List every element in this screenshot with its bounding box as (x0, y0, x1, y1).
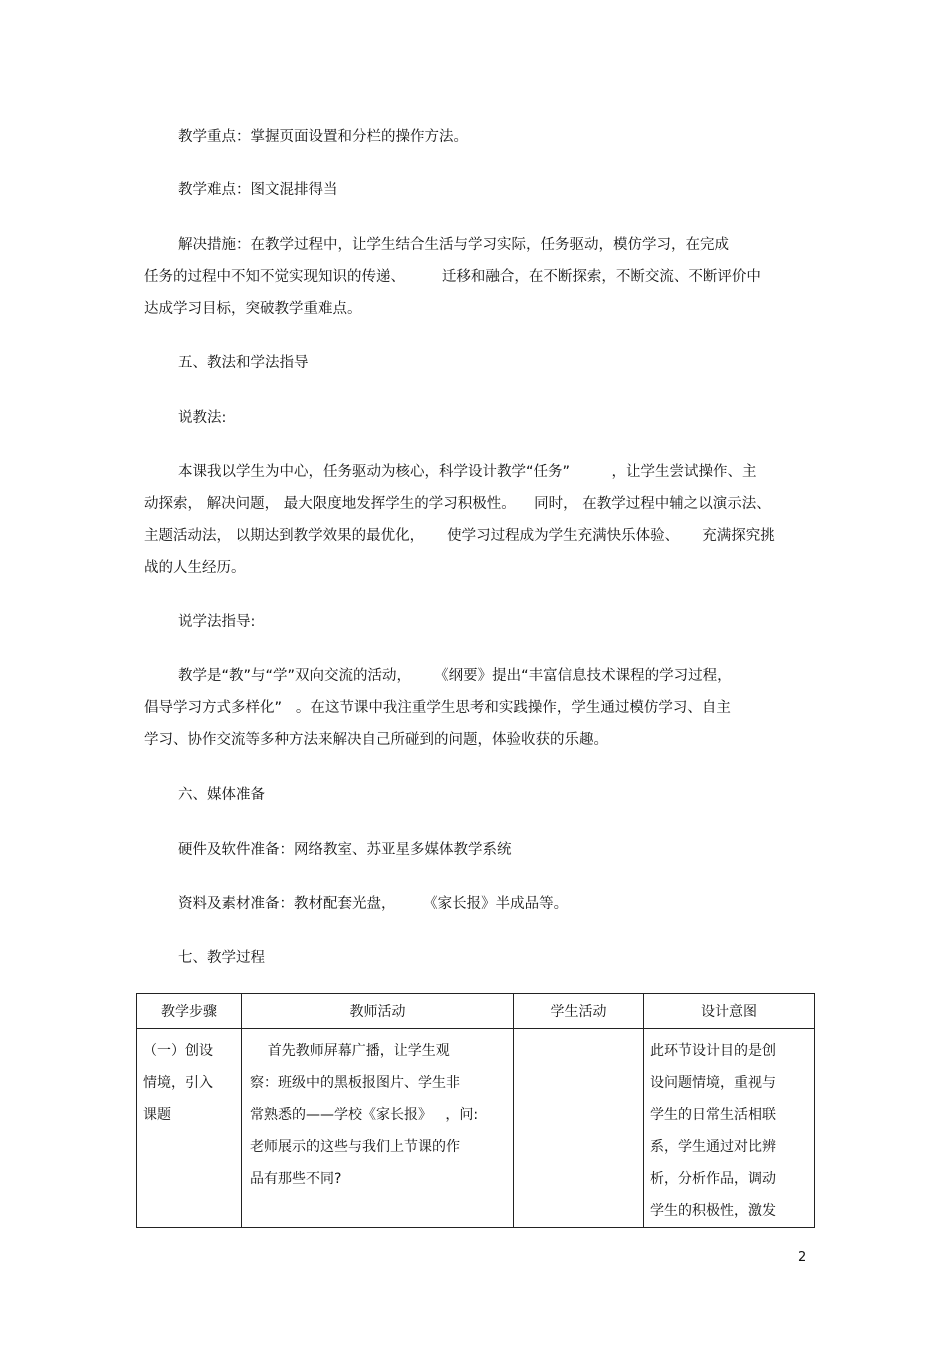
design-line: 学生的日常生活相联 (650, 1107, 776, 1123)
teacher-line: 首先教师屏幕广播，让学生观 (250, 1043, 450, 1059)
key-point-paragraph: 教学重点：掌握页面设置和分栏的操作方法。 (178, 129, 468, 145)
teaching-method-line-1: 本课我以学生为中心，任务驱动为核心，科学设计教学“任务” ，让学生尝试操作、主 (178, 464, 757, 480)
hardware-paragraph: 硬件及软件准备：网络教室、苏亚星多媒体教学系统 (178, 842, 512, 858)
page-number: 2 (798, 1250, 807, 1265)
teacher-line: 常熟悉的——学校《家长报》 ，问: (250, 1107, 479, 1123)
teacher-activity-cell (242, 1029, 514, 1228)
table-header-row (137, 994, 815, 1029)
measures-line-3: 达成学习目标，突破教学重难点。 (144, 301, 362, 317)
design-intent-cell (644, 1029, 815, 1228)
design-line: 析，分析作品，调动 (650, 1171, 776, 1187)
design-line: 系，学生通过对比辨 (650, 1139, 776, 1155)
design-line: 设问题情境，重视与 (650, 1075, 776, 1091)
learning-method-line-3: 学习、协作交流等多种方法来解决自己所碰到的问题，体验收获的乐趣。 (144, 732, 608, 748)
header-student-activity: 学生活动 (514, 994, 644, 1029)
teaching-method-line-2: 动探索， 解决问题， 最大限度地发挥学生的学习积极性。 同时， 在教学过程中辅之以演示法、 (144, 496, 771, 512)
measures-line-1: 解决措施：在教学过程中，让学生结合生活与学习实际，任务驱动，模仿学习，在完成 (178, 237, 729, 253)
learning-method-label: 说学法指导: (178, 614, 256, 630)
learning-method-line-1: 教学是“教”与“学”双向交流的活动， 《纲要》提出“丰富信息技术课程的学习过程， (178, 668, 732, 684)
difficulty-paragraph: 教学难点：图文混排得当 (178, 182, 338, 198)
teaching-method-label: 说教法: (178, 410, 227, 426)
header-step: 教学步骤 (137, 994, 242, 1029)
measures-line-2: 任务的过程中不知不觉实现知识的传递、 迁移和融合，在不断探索，不断交流、不断评价中 (144, 269, 761, 285)
design-line: 学生的积极性，激发 (650, 1203, 776, 1219)
table-row (137, 1029, 815, 1228)
header-teacher-activity: 教师活动 (242, 994, 514, 1029)
teacher-line: 老师展示的这些与我们上节课的作 (250, 1139, 460, 1155)
materials-paragraph: 资料及素材准备：教材配套光盘， 《家长报》半成品等。 (178, 896, 569, 912)
section-5-heading: 五、教法和学法指导 (178, 355, 309, 371)
section-7-heading: 七、教学过程 (178, 950, 265, 966)
student-activity-cell (514, 1029, 644, 1228)
step-cell: （一）创设 情境，引入 课题 (137, 1029, 242, 1228)
learning-method-line-2: 倡导学习方式多样化” 。在这节课中我注重学生思考和实践操作，学生通过模仿学习、自主 (144, 700, 731, 716)
teaching-method-line-4: 战的人生经历。 (144, 560, 246, 576)
teaching-method-line-3: 主题活动法， 以期达到教学效果的最优化， 使学习过程成为学生充满快乐体验、 充满探究挑 (144, 528, 775, 544)
design-line: 此环节设计目的是创 (650, 1043, 776, 1059)
teacher-line: 察：班级中的黑板报图片、学生非 (250, 1075, 460, 1091)
header-design-intent: 设计意图 (644, 994, 815, 1029)
teacher-line: 品有那些不同? (250, 1171, 342, 1187)
section-6-heading: 六、媒体准备 (178, 787, 265, 803)
teaching-process-table (136, 993, 814, 1228)
